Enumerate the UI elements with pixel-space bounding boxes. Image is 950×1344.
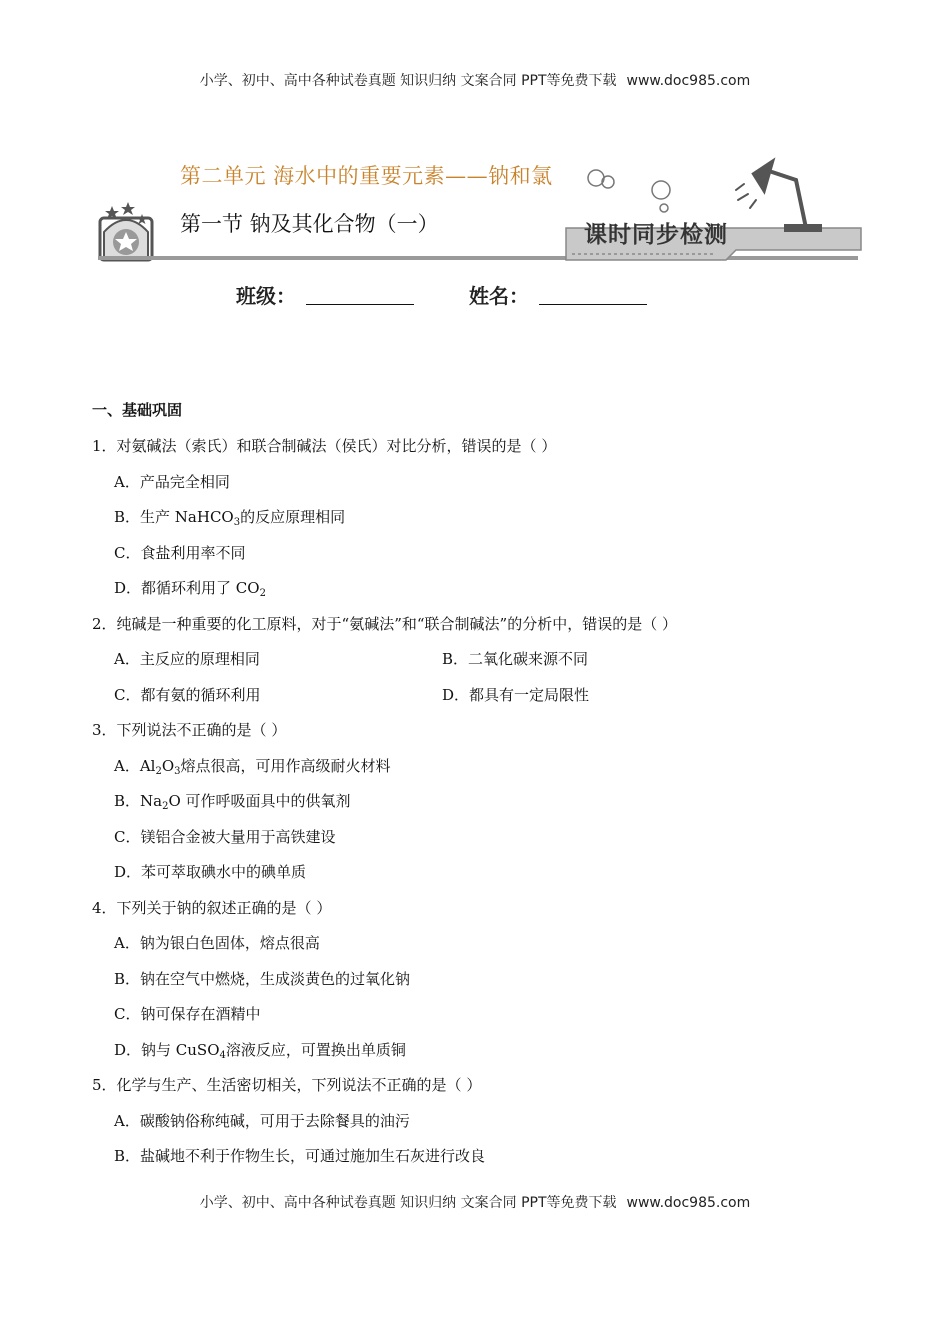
question-3-option-d: D．苯可萃取碘水中的碘单质 <box>114 863 307 881</box>
question-1-option-c: C．食盐利用率不同 <box>114 543 246 562</box>
class-name-line <box>236 280 647 309</box>
bottom-download-note <box>0 1192 950 1212</box>
section-title: 第一节 钠及其化合物（一） <box>180 212 439 236</box>
name-label: 姓名： <box>469 284 529 308</box>
question-3-option-c: C．镁铝合金被大量用于高铁建设 <box>114 827 336 846</box>
lesson-banner <box>96 150 864 265</box>
class-label: 班级： <box>236 284 296 308</box>
question-list <box>92 400 872 1181</box>
question-4-stem: 4．下列关于钠的叙述正确的是（ ） <box>92 898 332 917</box>
bottom-note-text: 小学、初中、高中各种试卷真题 知识归纳 文案合同 PPT等免费下载 <box>199 1195 617 1211</box>
bubbles-icon <box>588 170 670 212</box>
star-medal-icon <box>100 202 152 260</box>
unit-title: 第二单元 海水中的重要元素——钠和氯 <box>180 164 553 188</box>
question-2-option-a: A．主反应的原理相同 <box>114 650 260 668</box>
question-4-option-d: D．钠与 CuSO$_4$溶液反应，可置换出单质铜 <box>114 1040 406 1061</box>
question-2-options-row-2 <box>92 684 872 720</box>
question-5-option-a: A．碳酸钠俗称纯碱，可用于去除餐具的油污 <box>114 1111 410 1130</box>
question-1-option-a: A．产品完全相同 <box>114 472 230 491</box>
question-2-option-d: D．都具有一定局限性 <box>442 685 590 704</box>
question-1-option-b: B．生产 NaHCO$_3$的反应原理相同 <box>114 508 346 528</box>
section-heading: 一、基础巩固 <box>92 401 183 419</box>
question-4-option-c: C．钠可保存在酒精中 <box>114 1005 261 1023</box>
badge-text: 课时同步检测 <box>584 221 728 248</box>
bottom-note-site[interactable]: www.doc985.com <box>626 1195 751 1211</box>
question-3-stem: 3．下列说法不正确的是（ ） <box>92 721 287 739</box>
question-5-option-b: B．盐碱地不利于作物生长，可通过施加生石灰进行改良 <box>114 1147 486 1165</box>
question-5-stem: 5．化学与生产、生活密切相关，下列说法不正确的是（ ） <box>92 1076 482 1094</box>
question-3-option-a: A．$Al_2O_3$熔点很高，可用作高级耐火材料 <box>114 756 391 777</box>
top-note-text: 小学、初中、高中各种试卷真题 知识归纳 文案合同 PPT等免费下载 <box>199 73 617 89</box>
question-4-option-b: B．钠在空气中燃烧，生成淡黄色的过氧化钠 <box>114 969 411 988</box>
question-2-option-c: C．都有氨的循环利用 <box>114 685 261 704</box>
name-blank[interactable] <box>539 284 647 305</box>
question-1-option-d: D．都循环利用了 $CO_2$ <box>114 579 266 599</box>
question-4-option-a: A．钠为银白色固体，熔点很高 <box>114 934 320 952</box>
question-2-option-b: B．二氧化碳来源不同 <box>442 650 589 668</box>
class-blank[interactable] <box>306 284 414 305</box>
question-2-options-row-1 <box>92 648 872 684</box>
question-1-stem: 1．对氨碱法（索氏）和联合制碱法（侯氏）对比分析，错误的是（ ） <box>92 437 557 455</box>
top-download-note <box>0 70 950 90</box>
question-2-stem: 2．纯碱是一种重要的化工原料，对于“氨碱法”和“联合制碱法”的分析中，错误的是（ ） <box>92 614 677 633</box>
desk-lamp-icon <box>736 162 820 230</box>
question-3-option-b: B．$Na_2O$ 可作呼吸面具中的供氧剂 <box>114 792 351 812</box>
top-note-site[interactable]: www.doc985.com <box>626 73 751 89</box>
